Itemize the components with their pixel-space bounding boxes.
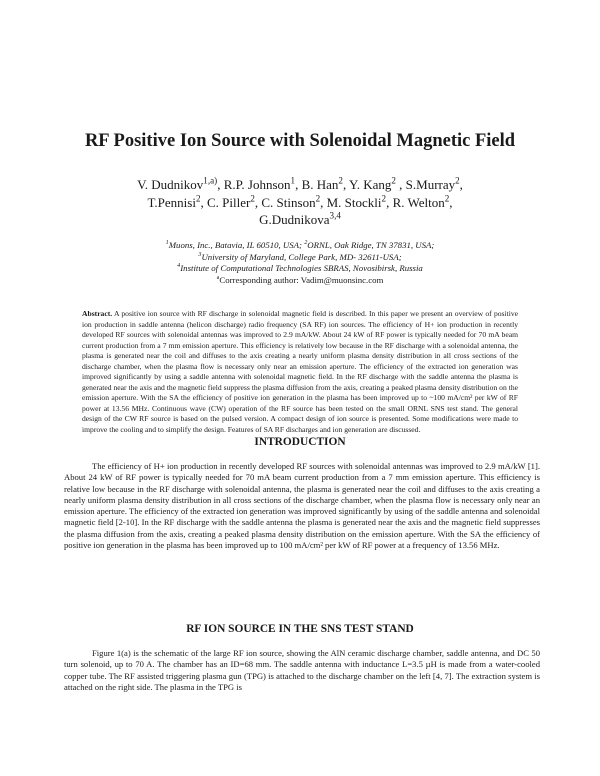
author: C. Stinson$^2$, [261,193,327,210]
abstract [82,309,518,436]
author: C. Piller$^2$, [207,193,262,210]
author: G.Dudnikova$^{3,4}$ [259,210,341,227]
abstract-label: Abstract. [82,309,113,318]
affiliation-line: $^4$Institute of Computational Technologies SBRAS, Novosibirsk, Russia [177,263,423,273]
author-list [60,176,540,229]
author: R.P. Johnson$^1$, [223,175,302,192]
author: S.Murray$^2$, [405,175,463,192]
author: M. Stockli$^2$, [326,193,393,210]
author: B. Han$^2$, [301,175,349,192]
author: R. Welton$^2$, [392,193,453,210]
paragraph: Figure 1(a) is the schematic of the large RF ion source, showing the AlN ceramic discharge chamber, saddle antenna, and DC 50 turn solenoid, up to 70 A. The chamber has an ID=68 mm. The saddle antenna with inductance L=3.5 µH is made from a water-cooled copper tube. The RF assisted triggering plasma gun (TPG) is attached to the discharge chamber on the left [4, 7]. The extraction system is attached on the right side. The plasma in the TPG is [64,648,540,692]
corresponding-author: $^a$Corresponding author: Vadim@muonsinc.com [216,274,384,285]
section-body [64,648,540,693]
abstract-text: A positive ion source with RF discharge in solenoidal magnetic field is described. In this paper we present an overview of positive ion production in saddle antenna (helicon discharge) radio frequency (SA RF) ion sources. The efficiency of H+ ion production in recently developed RF sources with solenoidal antennas was improved to 2.9 mA/kW. About 24 kW of RF power is typically needed for 70 mA beam current production from a 7 mm emission aperture. This efficiency is relatively low because in the RF discharge with a solenoidal antenna, the plasma is generated near the coil and diffuses to the axis creating a nearly uniform plasma density distribution in all cross sections of the discharge chamber, when the plasma flow is necessary only near an emission aperture. The efficiency of the extracted ion generation was improved significantly by using a saddle antenna with solenoidal magnetic field. In the RF discharge with the saddle antenna the plasma is generated near the axis and the magnetic field suppress the plasma diffusion from the axis, creating a peaked plasma density distribution on the emission aperture. With the SA the efficiency of positive ion generation in the plasma has been improved up to ~100 mA/cm² per kW of RF power at 13.56 MHz. Continuous wave (CW) operation of the RF source has been tested on the small ORNL SNS test stand. The general design of the CW RF source is based on the pulsed version. A compact design of ion source is presented. Some modifications were made to improve the cooling and to simplify the design. Features of SA RF discharges and ion generation are discussed. [82,309,518,435]
section-heading-rf-ion-source: RF ION SOURCE IN THE SNS TEST STAND [186,623,414,635]
paragraph: The efficiency of H+ ion production in recently developed RF sources with solenoidal antennas was improved to 2.9 mA/kW [1]. About 24 kW of RF power is typically needed for 70 mA beam current production from a 7 mm emission aperture. This efficiency is relative low because in the RF discharge with solenoidal antenna, the plasma is generated near the coil and diffuses to the axis creating a nearly uniform plasma density distribution in all cross sections of the discharge chamber, when the plasma flow is necessary only near an emission aperture. The efficiency of the extracted ion generation was improved significantly by using of the saddle antenna and solenoidal magnetic field [2-10]. In the RF discharge with the saddle antenna the plasma is generated near the axis and the magnetic field suppresses the plasma diffusion from the axis, creating a peaked plasma density distribution on the emission aperture. With the SA the efficiency of positive ion generation in the plasma has been improved up to 100 mA/cm² per kW of RF power at a frequency of 13.56 MHz. [64,461,541,551]
introduction-body [64,461,540,551]
affiliation-line: $^1$Muons, Inc., Batavia, IL 60510, USA; $^2$ORNL, Oak Ridge, TN 37831, USA; [165,240,435,250]
paper-title: RF Positive Ion Source with Solenoidal Magnetic Field [84,131,516,151]
author: V. Dudnikov$^{1,a)}$, [137,175,224,192]
affiliations [40,240,560,286]
author: Y. Kang$^2$ , [348,175,406,192]
section-heading-introduction: INTRODUCTION [254,436,346,448]
author: T.Pennisi$^2$, [147,193,207,210]
affiliation-line: $^3$University of Maryland, College Park, MD- 32611-USA; [198,251,402,262]
